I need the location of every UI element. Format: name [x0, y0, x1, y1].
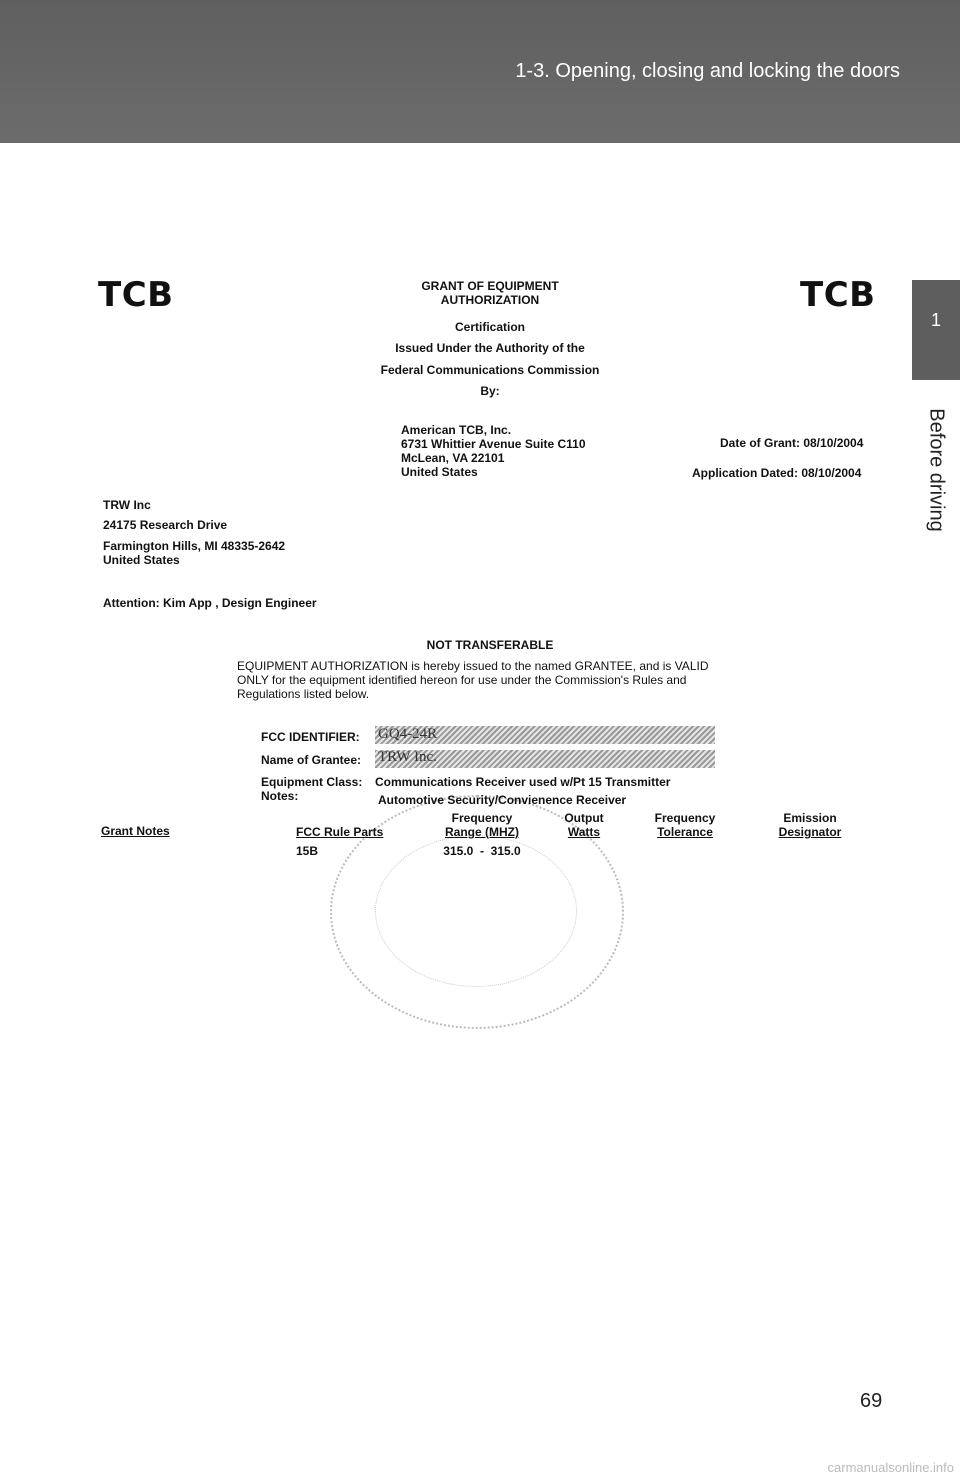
- col-output-line1: Output: [564, 811, 604, 825]
- not-transferable: NOT TRANSFERABLE: [426, 638, 554, 652]
- row-rule-part: 15B: [296, 844, 319, 858]
- footer-watermark-url: carmanualsonline.info: [827, 1460, 954, 1475]
- issued-line2: Federal Communications Commission: [380, 363, 600, 377]
- grantee-country: United States: [103, 553, 180, 567]
- col-tolerance-line2: Tolerance: [657, 825, 713, 839]
- by-label: By:: [480, 384, 500, 398]
- fcc-identifier-value: GQ4-24R: [378, 726, 438, 742]
- issuer-street: 6731 Whittier Avenue Suite C110: [401, 437, 586, 451]
- grantee-name: TRW Inc: [103, 498, 151, 512]
- page-number: 69: [860, 1390, 883, 1412]
- col-output-line2: Watts: [567, 825, 601, 839]
- fcc-identifier-label: FCC IDENTIFIER:: [261, 730, 360, 744]
- col-rule-parts: FCC Rule Parts: [296, 825, 384, 839]
- chapter-tab: [912, 280, 960, 380]
- col-emission-line1: Emission: [783, 811, 837, 825]
- application-dated: Application Dated: 08/10/2004: [692, 466, 862, 480]
- grant-title-line1: GRANT OF EQUIPMENT: [421, 279, 559, 293]
- chapter-label: Before driving: [925, 408, 948, 532]
- attention-line: Attention: Kim App , Design Engineer: [103, 596, 317, 610]
- tcb-logo-left: TCB: [98, 275, 174, 315]
- tcb-logo-right: TCB: [800, 275, 876, 315]
- chapter-number: 1: [930, 310, 941, 330]
- grantee-city: Farmington Hills, MI 48335-2642: [103, 539, 286, 553]
- grantee-street: 24175 Research Drive: [103, 518, 228, 532]
- col-emission-line2: Designator: [778, 825, 842, 839]
- issuer-name: American TCB, Inc.: [401, 423, 512, 437]
- col-freq-range-line2: Range (MHZ): [445, 825, 519, 839]
- col-tolerance-line1: Frequency: [654, 811, 716, 825]
- date-of-grant: Date of Grant: 08/10/2004: [720, 436, 864, 450]
- grant-title-line2: AUTHORIZATION: [440, 293, 540, 307]
- equipment-class-value: Communications Receiver used w/Pt 15 Transmitter: [375, 775, 671, 789]
- authorization-statement: EQUIPMENT AUTHORIZATION is hereby issued to the named GRANTEE, and is VALID ONLY for the equipment identified hereon for use under the Commission's Rules and Regulations listed below.: [237, 659, 709, 701]
- equipment-class-label: Equipment Class:: [261, 775, 363, 789]
- row-freq-range: 315.0 - 315.0: [443, 844, 521, 858]
- certification-label: Certification: [454, 320, 525, 334]
- col-freq-range-line1: Frequency: [451, 811, 513, 825]
- section-title: 1-3. Opening, closing and locking the doors: [515, 60, 900, 82]
- col-grant-notes: Grant Notes: [101, 824, 170, 838]
- grantee-name-label: Name of Grantee:: [261, 753, 362, 767]
- notes-value: Automotive Security/Convienence Receiver: [378, 793, 627, 807]
- chapter-label-container: [914, 380, 958, 560]
- issuer-country: United States: [401, 465, 478, 479]
- issuer-city: McLean, VA 22101: [401, 451, 505, 465]
- grantee-name-value: TRW Inc.: [378, 749, 437, 765]
- issued-line1: Issued Under the Authority of the: [395, 341, 585, 355]
- notes-label: Notes:: [261, 789, 299, 803]
- header-bar: [0, 0, 960, 143]
